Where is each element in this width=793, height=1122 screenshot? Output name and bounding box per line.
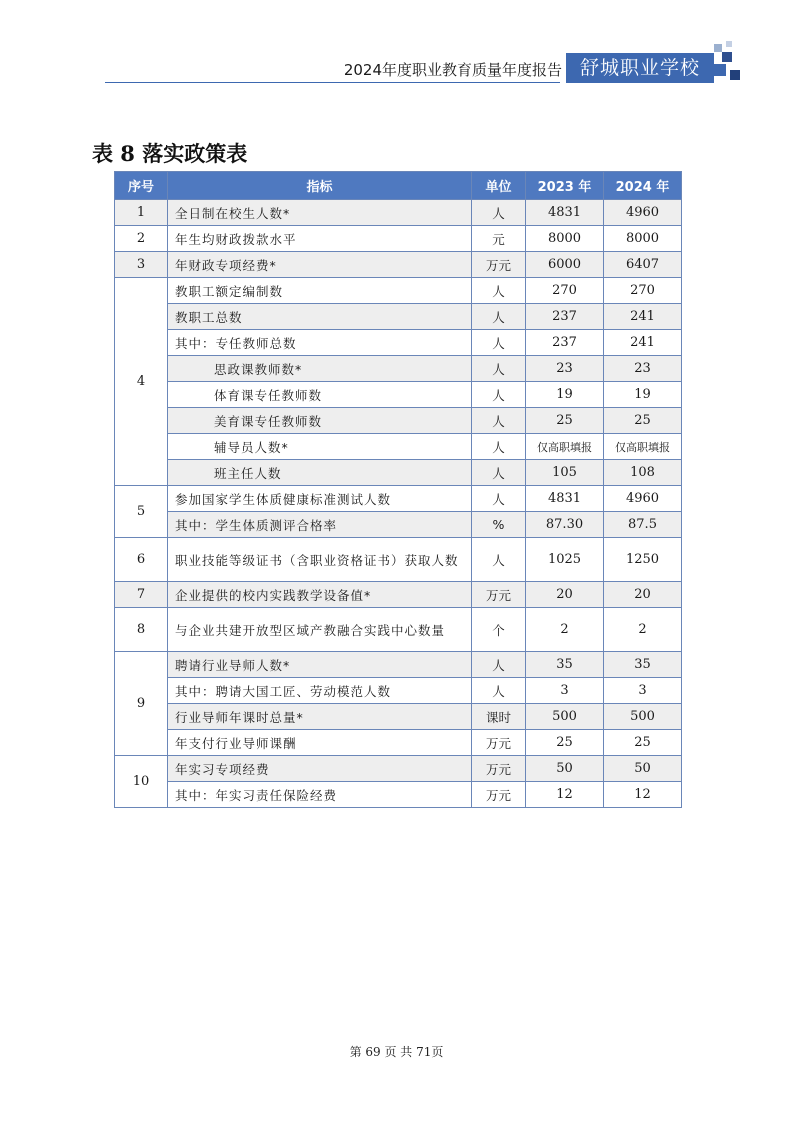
cell-2023: 500 [526, 704, 604, 730]
cell-unit: 人 [472, 304, 526, 330]
cell-unit: 万元 [472, 582, 526, 608]
table-row [115, 304, 682, 330]
cell-indicator: 年生均财政拨款水平 [168, 226, 472, 252]
col-header-2024: 2024 年 [604, 172, 682, 200]
cell-indicator: 聘请行业导师人数* [168, 652, 472, 678]
cell-unit: 人 [472, 200, 526, 226]
cell-indicator: 企业提供的校内实践教学设备值* [168, 582, 472, 608]
cell-2024: 8000 [604, 226, 682, 252]
report-title: 2024年度职业教育质量年度报告 [343, 61, 562, 79]
cell-indicator: 与企业共建开放型区域产教融合实践中心数量 [168, 608, 472, 652]
cell-unit: 人 [472, 278, 526, 304]
cell-unit: 元 [472, 226, 526, 252]
cell-seq: 9 [115, 652, 168, 756]
table-row [115, 730, 682, 756]
policy-table [114, 171, 682, 808]
cell-2023: 2 [526, 608, 604, 652]
table-row [115, 356, 682, 382]
logo-square [714, 64, 726, 76]
table-row [115, 460, 682, 486]
cell-unit: 人 [472, 538, 526, 582]
table-row [115, 408, 682, 434]
cell-unit: 个 [472, 608, 526, 652]
cell-2023: 20 [526, 582, 604, 608]
cell-unit: 万元 [472, 756, 526, 782]
col-header-2023: 2023 年 [526, 172, 604, 200]
cell-2024: 87.5 [604, 512, 682, 538]
page-number: 第 69 页 共 71页 [349, 1045, 444, 1059]
cell-2023: 35 [526, 652, 604, 678]
cell-indicator: 辅导员人数* [168, 434, 472, 460]
cell-2024: 19 [604, 382, 682, 408]
cell-2024: 3 [604, 678, 682, 704]
cell-2024: 6407 [604, 252, 682, 278]
cell-unit: 人 [472, 652, 526, 678]
cell-unit: 人 [472, 678, 526, 704]
table-row [115, 512, 682, 538]
cell-unit: 万元 [472, 782, 526, 808]
cell-seq: 6 [115, 538, 168, 582]
cell-2023: 87.30 [526, 512, 604, 538]
cell-2023: 237 [526, 330, 604, 356]
school-name-banner: 舒城职业学校 [566, 53, 714, 83]
cell-2024: 35 [604, 652, 682, 678]
cell-unit: 人 [472, 408, 526, 434]
cell-seq: 7 [115, 582, 168, 608]
table-row [115, 278, 682, 304]
cell-indicator: 思政课教师数* [168, 356, 472, 382]
cell-2023: 237 [526, 304, 604, 330]
cell-indicator: 教职工总数 [168, 304, 472, 330]
cell-indicator: 年支付行业导师课酬 [168, 730, 472, 756]
cell-seq: 10 [115, 756, 168, 808]
cell-2024: 仅高职填报 [604, 434, 682, 460]
cell-2023: 19 [526, 382, 604, 408]
cell-indicator: 体育课专任教师数 [168, 382, 472, 408]
logo-square [726, 41, 732, 47]
cell-unit: 人 [472, 382, 526, 408]
cell-indicator: 年财政专项经费* [168, 252, 472, 278]
cell-2023: 12 [526, 782, 604, 808]
cell-unit: 人 [472, 434, 526, 460]
cell-indicator: 行业导师年课时总量* [168, 704, 472, 730]
cell-2023: 270 [526, 278, 604, 304]
cell-2024: 270 [604, 278, 682, 304]
cell-2023: 50 [526, 756, 604, 782]
cell-unit: 人 [472, 460, 526, 486]
table-row [115, 382, 682, 408]
col-header-indicator: 指标 [168, 172, 472, 200]
table-row [115, 252, 682, 278]
col-header-unit: 单位 [472, 172, 526, 200]
cell-2023: 3 [526, 678, 604, 704]
table-row [115, 226, 682, 252]
cell-indicator: 全日制在校生人数* [168, 200, 472, 226]
cell-unit: % [472, 512, 526, 538]
table-row [115, 756, 682, 782]
logo-square [730, 70, 740, 80]
cell-2024: 4960 [604, 486, 682, 512]
logo-square [714, 44, 722, 52]
cell-indicator: 班主任人数 [168, 460, 472, 486]
cell-2024: 25 [604, 408, 682, 434]
cell-indicator: 年实习专项经费 [168, 756, 472, 782]
cell-2024: 2 [604, 608, 682, 652]
table-row [115, 678, 682, 704]
cell-seq: 8 [115, 608, 168, 652]
cell-indicator: 职业技能等级证书（含职业资格证书）获取人数 [168, 538, 472, 582]
cell-2023: 8000 [526, 226, 604, 252]
cell-2024: 108 [604, 460, 682, 486]
table-row [115, 582, 682, 608]
cell-unit: 课时 [472, 704, 526, 730]
cell-indicator: 其中：年实习责任保险经费 [168, 782, 472, 808]
table-row [115, 486, 682, 512]
cell-2024: 4960 [604, 200, 682, 226]
table-row [115, 538, 682, 582]
table-row [115, 652, 682, 678]
cell-indicator: 参加国家学生体质健康标准测试人数 [168, 486, 472, 512]
cell-seq: 4 [115, 278, 168, 486]
table-header-row [115, 172, 682, 200]
cell-2023: 25 [526, 730, 604, 756]
cell-2023: 仅高职填报 [526, 434, 604, 460]
cell-unit: 万元 [472, 252, 526, 278]
cell-unit: 人 [472, 356, 526, 382]
cell-2024: 23 [604, 356, 682, 382]
cell-2024: 241 [604, 330, 682, 356]
table-row [115, 330, 682, 356]
table-title: 表 8 落实政策表 [92, 141, 248, 166]
cell-2023: 1025 [526, 538, 604, 582]
cell-indicator: 美育课专任教师数 [168, 408, 472, 434]
table-row [115, 782, 682, 808]
cell-2024: 12 [604, 782, 682, 808]
cell-indicator: 其中：学生体质测评合格率 [168, 512, 472, 538]
cell-2023: 4831 [526, 486, 604, 512]
cell-2023: 25 [526, 408, 604, 434]
cell-2024: 500 [604, 704, 682, 730]
cell-2023: 105 [526, 460, 604, 486]
cell-indicator: 其中：专任教师总数 [168, 330, 472, 356]
cell-2023: 23 [526, 356, 604, 382]
cell-2023: 4831 [526, 200, 604, 226]
table-row [115, 200, 682, 226]
cell-unit: 人 [472, 330, 526, 356]
cell-2024: 25 [604, 730, 682, 756]
cell-seq: 5 [115, 486, 168, 538]
cell-2024: 50 [604, 756, 682, 782]
cell-unit: 万元 [472, 730, 526, 756]
cell-indicator: 教职工额定编制数 [168, 278, 472, 304]
header-rule [105, 82, 560, 83]
cell-2024: 1250 [604, 538, 682, 582]
table-row [115, 608, 682, 652]
cell-seq: 1 [115, 200, 168, 226]
cell-seq: 3 [115, 252, 168, 278]
table-row [115, 434, 682, 460]
cell-indicator: 其中：聘请大国工匠、劳动模范人数 [168, 678, 472, 704]
cell-seq: 2 [115, 226, 168, 252]
cell-2024: 20 [604, 582, 682, 608]
table-row [115, 704, 682, 730]
col-header-seq: 序号 [115, 172, 168, 200]
cell-unit: 人 [472, 486, 526, 512]
cell-2024: 241 [604, 304, 682, 330]
cell-2023: 6000 [526, 252, 604, 278]
logo-square [722, 52, 732, 62]
